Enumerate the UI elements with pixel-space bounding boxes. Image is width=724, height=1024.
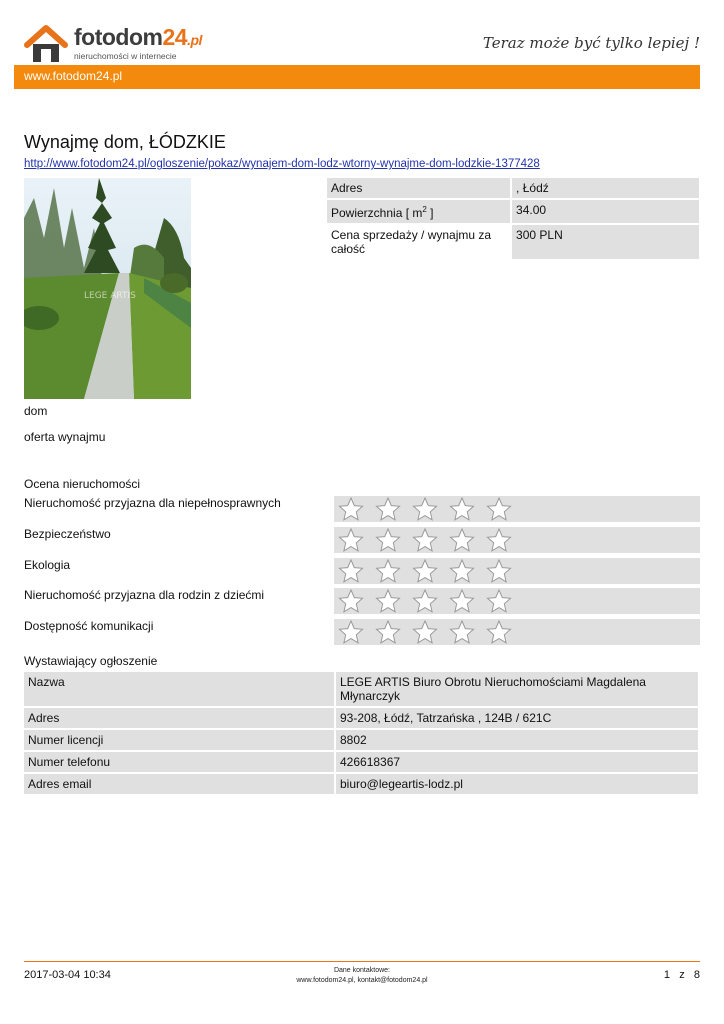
footer-divider	[24, 961, 700, 962]
rating-row	[24, 619, 700, 645]
rating-stars[interactable]	[334, 527, 700, 553]
page-number	[664, 969, 700, 981]
logo[interactable]: fotodom24.pl	[74, 24, 202, 50]
rating-stars[interactable]	[334, 588, 700, 614]
star-icon[interactable]	[486, 589, 512, 613]
star-icon[interactable]	[338, 497, 364, 521]
rating-stars[interactable]	[334, 496, 700, 522]
agent-value[interactable]: 426618367	[336, 752, 698, 772]
stars-group	[338, 497, 523, 526]
star-icon[interactable]	[449, 559, 475, 583]
rating-label: Nieruchomość przyjazna dla rodzin z dziećmi	[24, 588, 265, 602]
star-icon[interactable]	[412, 559, 438, 583]
site-url[interactable]: www.fotodom24.pl	[24, 69, 123, 83]
logo-subtitle: nieruchomości w internecie	[74, 51, 177, 61]
star-icon[interactable]	[375, 620, 401, 644]
star-icon[interactable]	[338, 589, 364, 613]
listing-photo[interactable]	[24, 178, 191, 399]
star-icon[interactable]	[449, 589, 475, 613]
agent-label: Adres	[24, 708, 334, 728]
agent-label: Nazwa	[24, 672, 334, 706]
rating-label: Ekologia	[24, 558, 71, 572]
rating-label: Nieruchomość przyjazna dla niepełnosprawnych	[24, 496, 281, 510]
property-type: dom	[24, 404, 48, 418]
star-icon[interactable]	[375, 589, 401, 613]
rating-stars[interactable]	[334, 558, 700, 584]
agent-label: Numer telefonu	[24, 752, 334, 772]
rating-row	[24, 558, 700, 584]
star-icon[interactable]	[486, 620, 512, 644]
rating-row	[24, 527, 700, 553]
star-icon[interactable]	[486, 528, 512, 552]
star-icon[interactable]	[412, 620, 438, 644]
footer-contact-label: Dane kontaktowe:	[333, 967, 391, 974]
star-icon[interactable]	[412, 589, 438, 613]
agent-value: 8802	[336, 730, 698, 750]
table-row	[327, 178, 699, 198]
agent-heading: Wystawiający ogłoszenie	[24, 654, 158, 668]
property-table	[327, 178, 699, 261]
star-icon[interactable]	[375, 559, 401, 583]
rating-label: Dostępność komunikacji	[24, 619, 154, 633]
offer-type: oferta wynajmu	[24, 430, 106, 444]
stars-group	[338, 559, 523, 588]
table-row	[24, 708, 700, 728]
star-icon[interactable]	[449, 620, 475, 644]
page-separator: z	[679, 969, 685, 981]
agent-value: LEGE ARTIS Biuro Obrotu Nieruchomościami Magdalena Młynarczyk	[336, 672, 698, 706]
star-icon[interactable]	[375, 528, 401, 552]
property-label: Adres	[327, 178, 510, 198]
agent-label: Numer licencji	[24, 730, 334, 750]
total-pages: 8	[693, 969, 700, 981]
table-row	[24, 752, 700, 772]
star-icon[interactable]	[338, 559, 364, 583]
slogan: Teraz może być tylko lepiej !	[482, 34, 700, 52]
table-row	[24, 774, 700, 794]
agent-table	[24, 672, 700, 796]
photo-watermark: LEGE ARTIS	[84, 291, 136, 301]
star-icon[interactable]	[338, 620, 364, 644]
stars-group	[338, 528, 523, 557]
star-icon[interactable]	[412, 528, 438, 552]
star-icon[interactable]	[449, 528, 475, 552]
table-row	[327, 225, 699, 259]
footer-contact-info: www.fotodom24.pl, kontakt@fotodom24.pl	[296, 977, 428, 984]
table-row	[24, 730, 700, 750]
property-value: 300 PLN	[512, 225, 699, 259]
property-value: , Łódź	[512, 178, 699, 198]
star-icon[interactable]	[449, 497, 475, 521]
footer-date: 2017-03-04 10:34	[24, 969, 111, 981]
agent-value: 93-208, Łódź, Tatrzańska , 124B / 621C	[336, 708, 698, 728]
stars-group	[338, 589, 523, 618]
table-row	[24, 672, 700, 706]
star-icon[interactable]	[338, 528, 364, 552]
property-value: 34.00	[512, 200, 699, 223]
logo-house-icon	[24, 24, 68, 64]
agent-value[interactable]: biuro@legeartis-lodz.pl	[336, 774, 698, 794]
star-icon[interactable]	[486, 559, 512, 583]
rating-label: Bezpieczeństwo	[24, 527, 111, 541]
current-page: 1	[663, 969, 671, 981]
star-icon[interactable]	[486, 497, 512, 521]
stars-group	[338, 620, 523, 649]
star-icon[interactable]	[412, 497, 438, 521]
footer-contact	[0, 967, 724, 987]
rating-row	[24, 496, 700, 522]
rating-row	[24, 588, 700, 614]
agent-label: Adres email	[24, 774, 334, 794]
listing-link[interactable]: http://www.fotodom24.pl/ogloszenie/pokaz/wynajem-dom-lodz-wtorny-wynajme-dom-lodzkie-1377428	[24, 158, 540, 170]
ratings-heading: Ocena nieruchomości	[24, 477, 141, 491]
rating-stars[interactable]	[334, 619, 700, 645]
table-row	[327, 200, 699, 223]
property-label: Powierzchnia [ $m^2$ ]	[327, 200, 510, 223]
page-title: Wynajmę dom, ŁÓDZKIE	[24, 132, 226, 152]
star-icon[interactable]	[375, 497, 401, 521]
property-label: Cena sprzedaży / wynajmu za całość	[327, 225, 510, 259]
